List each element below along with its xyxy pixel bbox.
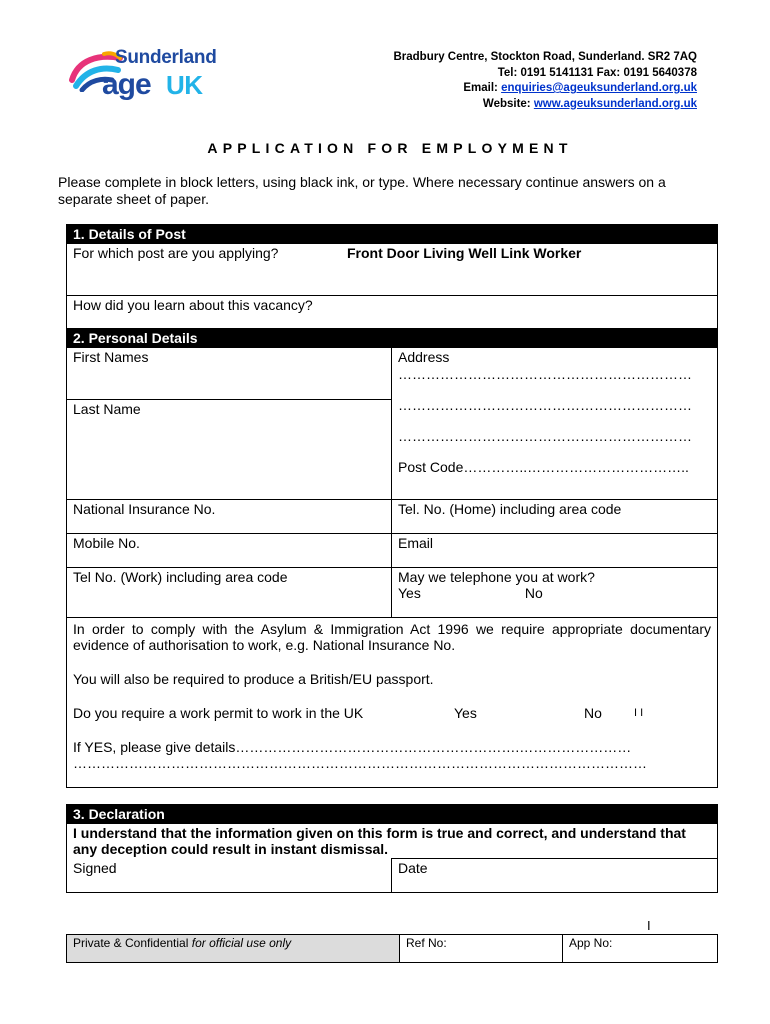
- telephone-at-work-yes[interactable]: Yes: [398, 585, 421, 601]
- last-name-field[interactable]: Last Name: [67, 400, 392, 500]
- tel-line: Tel: 0191 5141131 Fax: 0191 5640378: [497, 66, 697, 79]
- mobile-field[interactable]: Mobile No.: [67, 534, 392, 568]
- logo-uk: UK: [166, 70, 203, 100]
- app-no-field[interactable]: App No:: [563, 935, 718, 963]
- national-insurance-field[interactable]: National Insurance No.: [67, 500, 392, 534]
- address-line-1: ………………………………………………………: [398, 366, 692, 382]
- email-link[interactable]: enquiries@ageuksunderland.org.uk: [501, 82, 697, 94]
- telephone-at-work-no[interactable]: No: [524, 585, 543, 601]
- email-field[interactable]: Email: [392, 534, 718, 568]
- permit-details-line-1[interactable]: If YES, please give details…………………………………………………….……………………: [73, 739, 632, 755]
- vacancy-source-question[interactable]: How did you learn about this vacancy?: [67, 296, 718, 330]
- website-line: [393, 97, 697, 113]
- signed-field[interactable]: Signed: [67, 859, 392, 893]
- logo-age: age: [102, 68, 151, 101]
- page-title: APPLICATION FOR EMPLOYMENT: [207, 140, 573, 156]
- private-confidential-text: Private & Confidential: [73, 936, 192, 950]
- passport-text: You will also be required to produce a British/EU passport.: [73, 671, 434, 687]
- section-2-heading: 2. Personal Details: [67, 329, 718, 348]
- website-label: Website:: [482, 97, 534, 110]
- work-permit-question: Do you require a work permit to work in the UK: [73, 705, 364, 721]
- address-label: Address: [398, 349, 450, 365]
- section-3-heading: 3. Declaration: [67, 805, 718, 824]
- telephone-at-work-question: May we telephone you at work?: [398, 569, 595, 585]
- email-line: [393, 81, 697, 97]
- asylum-act-text: In order to comply with the Asylum & Immigration Act 1996 we require appropriate documentary evidence of authorisation to work, e.g. National Insurance No.: [73, 621, 711, 653]
- address-field[interactable]: [392, 348, 718, 500]
- website-link[interactable]: www.ageuksunderland.org.uk: [533, 97, 697, 110]
- official-use-text: for official use only: [191, 936, 292, 950]
- logo-sunderland: Sunderland: [115, 47, 217, 68]
- date-field[interactable]: Date: [392, 859, 718, 893]
- ref-no-field[interactable]: Ref No:: [400, 935, 563, 963]
- telephone-at-work-field: [392, 568, 718, 618]
- address-line-2: ………………………………………………………: [398, 397, 692, 413]
- right-to-work-block: [67, 618, 718, 788]
- office-use-label: [67, 935, 400, 963]
- work-permit-checkbox-marks[interactable]: I I: [634, 707, 644, 719]
- first-names-field[interactable]: First Names: [67, 348, 392, 400]
- section-personal-details: [66, 328, 718, 788]
- section-1-heading: 1. Details of Post: [67, 225, 718, 244]
- work-permit-yes[interactable]: Yes: [454, 705, 477, 721]
- office-use-table: [66, 934, 718, 963]
- address-line: Bradbury Centre, Stockton Road, Sunderland. SR2 7AQ: [393, 51, 697, 63]
- work-permit-no[interactable]: No: [584, 705, 602, 721]
- contact-block: [393, 50, 697, 112]
- address-line-3: ………………………………………………………: [398, 428, 692, 444]
- permit-details-line-2[interactable]: ……………………………………………………………………………………………………………: [73, 755, 647, 771]
- post-answer[interactable]: Front Door Living Well Link Worker: [341, 244, 718, 296]
- declaration-statement: I understand that the information given on this form is true and correct, and understand that any deception could result in instant dismissal.: [67, 824, 718, 859]
- post-question: For which post are you applying?: [67, 244, 342, 296]
- section-declaration: [66, 804, 718, 893]
- postcode-field: Post Code…………..……………………………..: [398, 459, 689, 475]
- section-details-of-post: [66, 224, 718, 330]
- email-label: Email:: [463, 82, 502, 94]
- footer-mark: I: [647, 918, 651, 933]
- tel-home-field[interactable]: Tel. No. (Home) including area code: [392, 500, 718, 534]
- work-permit-row: [73, 705, 711, 721]
- intro-text: Please complete in block letters, using black ink, or type. Where necessary continue answers on a separate sheet of paper.: [58, 174, 666, 207]
- tel-work-field[interactable]: Tel No. (Work) including area code: [67, 568, 392, 618]
